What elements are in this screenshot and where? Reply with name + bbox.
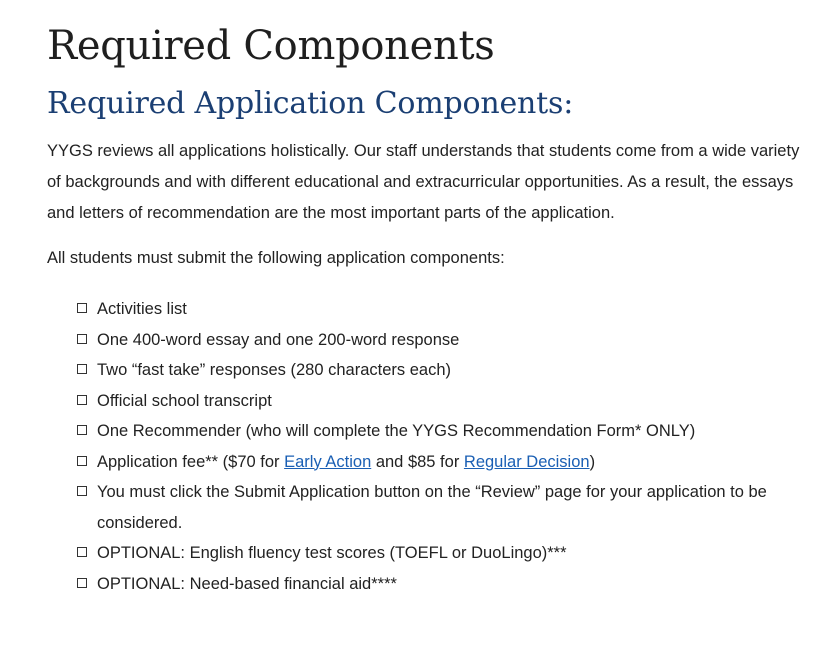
checkbox-icon <box>77 364 87 374</box>
list-lead-text: All students must submit the following application components: <box>47 249 505 267</box>
checklist-item-recommender <box>77 416 817 447</box>
checkbox-icon <box>77 486 87 496</box>
fee-text-prefix: Application fee** ($70 for <box>97 452 285 471</box>
checkbox-icon <box>77 456 87 466</box>
section-heading: Required Application Components: <box>47 86 574 121</box>
checklist-item-activities <box>77 294 817 325</box>
regular-decision-link[interactable]: Regular Decision <box>463 452 590 471</box>
checklist-item-application-fee <box>77 447 817 478</box>
checklist-item-transcript <box>77 386 817 417</box>
checklist-item-label: Activities list <box>97 300 187 318</box>
early-action-link[interactable]: Early Action <box>284 452 372 471</box>
checkbox-icon <box>77 578 87 588</box>
fee-text-middle: and $85 for <box>371 452 464 471</box>
intro-paragraph: YYGS reviews all applications holistically. Our staff understands that students come from a wide variety of backgrounds and with different educational and extracurricular opportunities. As a result, the essays and letters of recommendation are the most important parts of the application. <box>47 142 800 222</box>
checklist-item-label: You must click the Submit Application button on the “Review” page for your application to be considered. <box>97 483 767 532</box>
checkbox-icon <box>77 547 87 557</box>
checklist-item-english-fluency <box>77 538 817 569</box>
checkbox-icon <box>77 425 87 435</box>
page-content <box>47 22 817 599</box>
checklist-item-label: Official school transcript <box>97 391 272 410</box>
checklist-item-essay <box>77 325 817 356</box>
checklist-item-financial-aid <box>77 569 817 600</box>
checklist-item-fast-take <box>77 355 817 386</box>
checklist-item-label: Two “fast take” responses (280 characters each) <box>97 361 451 379</box>
checkbox-icon <box>77 395 87 405</box>
page-title: Required Components <box>47 23 495 69</box>
components-checklist <box>47 294 817 599</box>
checkbox-icon <box>77 303 87 313</box>
checklist-item-submit <box>77 477 817 538</box>
checklist-item-label: OPTIONAL: English fluency test scores (TOEFL or DuoLingo)*** <box>97 544 567 562</box>
checklist-item-label: One 400-word essay and one 200-word response <box>97 330 460 349</box>
checkbox-icon <box>77 334 87 344</box>
checklist-item-label: One Recommender (who will complete the YYGS Recommendation Form* ONLY) <box>97 422 696 440</box>
fee-text-suffix: ) <box>589 452 596 471</box>
checklist-item-label: OPTIONAL: Need-based financial aid**** <box>97 574 397 593</box>
